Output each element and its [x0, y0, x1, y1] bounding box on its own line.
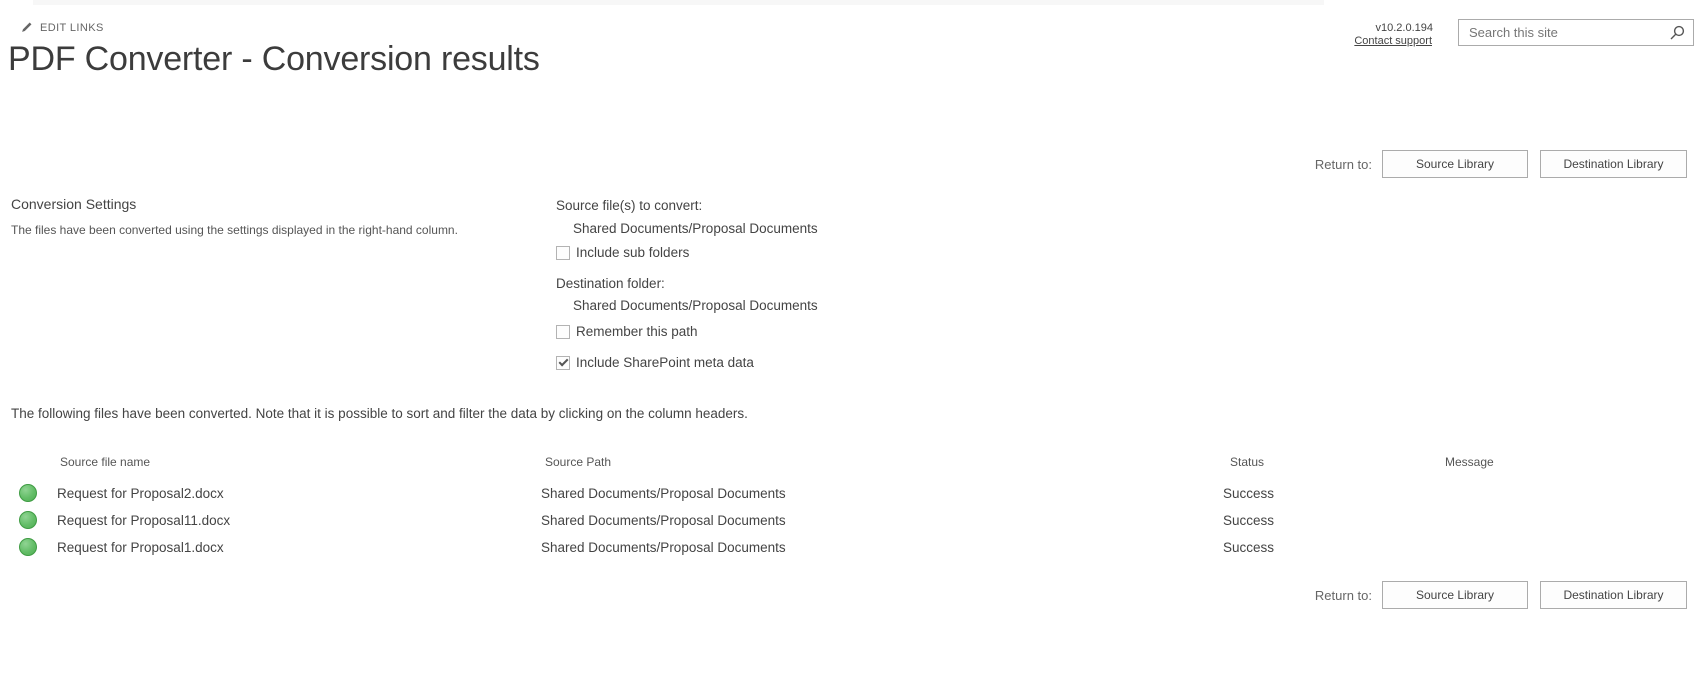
cell-source-file-name[interactable]: Request for Proposal11.docx	[57, 513, 231, 528]
cell-status: Success	[1223, 486, 1275, 501]
include-sub-folders-row	[556, 245, 689, 260]
version-label: v10.2.0.194	[1375, 22, 1433, 34]
source-library-button-top[interactable]: Source Library	[1382, 150, 1528, 178]
table-row	[0, 534, 1699, 561]
contact-support-link[interactable]: Contact support	[1354, 35, 1432, 47]
results-intro-text: The following files have been converted. Note that it is possible to sort and filter the data by clicking on the column headers.	[11, 406, 748, 421]
source-library-button-bottom[interactable]: Source Library	[1382, 581, 1528, 609]
include-metadata-checkbox[interactable]	[556, 356, 570, 370]
cell-status: Success	[1223, 540, 1275, 555]
return-to-label-bottom: Return to:	[1314, 588, 1372, 603]
column-header-message[interactable]: Message	[1445, 455, 1494, 469]
success-status-icon	[19, 538, 37, 556]
destination-library-button-bottom[interactable]: Destination Library	[1540, 581, 1687, 609]
include-metadata-row	[556, 355, 754, 370]
cell-source-file-name[interactable]: Request for Proposal1.docx	[57, 540, 224, 555]
include-metadata-label: Include SharePoint meta data	[576, 355, 754, 370]
cell-source-path: Shared Documents/Proposal Documents	[541, 513, 786, 528]
page-title: PDF Converter - Conversion results	[8, 40, 540, 78]
remember-path-checkbox[interactable]	[556, 325, 570, 339]
include-sub-folders-label: Include sub folders	[576, 245, 690, 260]
search-box	[1458, 19, 1694, 46]
conversion-settings-heading: Conversion Settings	[11, 196, 137, 212]
success-status-icon	[19, 484, 37, 502]
search-input[interactable]	[1469, 25, 1669, 40]
checkmark-icon	[559, 356, 569, 366]
return-to-label-top: Return to:	[1314, 157, 1372, 172]
source-files-value: Shared Documents/Proposal Documents	[573, 221, 818, 236]
destination-folder-label: Destination folder:	[556, 276, 665, 291]
conversion-settings-description: The files have been converted using the settings displayed in the right-hand column.	[11, 223, 458, 237]
column-header-source-path[interactable]: Source Path	[545, 455, 612, 469]
suite-bar	[33, 0, 1324, 5]
cell-source-path: Shared Documents/Proposal Documents	[541, 540, 786, 555]
cell-source-file-name[interactable]: Request for Proposal2.docx	[57, 486, 224, 501]
source-files-label: Source file(s) to convert:	[556, 198, 703, 213]
remember-path-row	[556, 324, 698, 339]
cell-status: Success	[1223, 513, 1275, 528]
include-sub-folders-checkbox[interactable]	[556, 246, 570, 260]
search-icon[interactable]	[1669, 25, 1685, 41]
column-header-status[interactable]: Status	[1230, 455, 1265, 469]
destination-library-button-top[interactable]: Destination Library	[1540, 150, 1687, 178]
table-row	[0, 480, 1699, 507]
success-status-icon	[19, 511, 37, 529]
cell-source-path: Shared Documents/Proposal Documents	[541, 486, 786, 501]
table-row	[0, 507, 1699, 534]
destination-folder-value: Shared Documents/Proposal Documents	[573, 298, 818, 313]
edit-links-label: EDIT LINKS	[40, 21, 104, 34]
edit-links-button[interactable]	[20, 21, 104, 34]
remember-path-label: Remember this path	[576, 324, 698, 339]
pencil-icon	[20, 21, 33, 34]
column-header-source-file-name[interactable]: Source file name	[60, 455, 151, 469]
